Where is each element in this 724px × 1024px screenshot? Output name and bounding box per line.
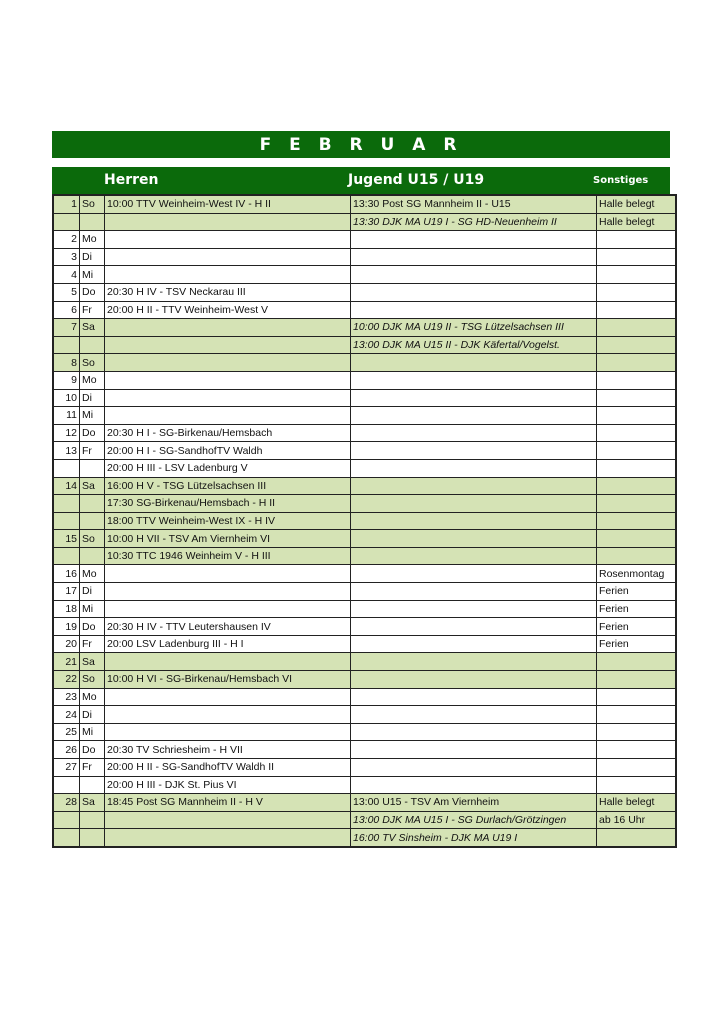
weekday-cell: Di bbox=[80, 248, 105, 266]
herren-cell: 20:30 H I - SG-Birkenau/Hemsbach bbox=[105, 424, 351, 442]
table-row bbox=[53, 706, 676, 724]
day-number-cell bbox=[53, 811, 80, 829]
sonstiges-cell: Ferien bbox=[597, 600, 677, 618]
table-row bbox=[53, 442, 676, 460]
table-row bbox=[53, 512, 676, 530]
sonstiges-cell bbox=[597, 407, 677, 425]
herren-cell bbox=[105, 688, 351, 706]
herren-cell: 10:00 H VI - SG-Birkenau/Hemsbach VI bbox=[105, 671, 351, 689]
weekday-cell: Sa bbox=[80, 653, 105, 671]
day-number-cell: 12 bbox=[53, 424, 80, 442]
jugend-cell bbox=[351, 371, 597, 389]
table-row bbox=[53, 248, 676, 266]
weekday-cell: Mi bbox=[80, 407, 105, 425]
jugend-cell bbox=[351, 442, 597, 460]
day-number-cell: 11 bbox=[53, 407, 80, 425]
table-row bbox=[53, 459, 676, 477]
herren-cell bbox=[105, 213, 351, 231]
herren-cell bbox=[105, 319, 351, 337]
day-number-cell: 26 bbox=[53, 741, 80, 759]
jugend-cell bbox=[351, 495, 597, 513]
sonstiges-cell bbox=[597, 530, 677, 548]
sonstiges-cell: Halle belegt bbox=[597, 195, 677, 213]
jugend-cell bbox=[351, 512, 597, 530]
weekday-cell: Di bbox=[80, 389, 105, 407]
jugend-cell bbox=[351, 547, 597, 565]
herren-cell bbox=[105, 371, 351, 389]
jugend-cell bbox=[351, 583, 597, 601]
herren-cell bbox=[105, 336, 351, 354]
sonstiges-cell: Halle belegt bbox=[597, 213, 677, 231]
day-number-cell: 19 bbox=[53, 618, 80, 636]
sonstiges-cell: Rosenmontag bbox=[597, 565, 677, 583]
weekday-cell: Sa bbox=[80, 319, 105, 337]
weekday-cell bbox=[80, 512, 105, 530]
jugend-cell: 13:00 DJK MA U15 I - SG Durlach/Grötzingen bbox=[351, 811, 597, 829]
herren-cell: 17:30 SG-Birkenau/Hemsbach - H II bbox=[105, 495, 351, 513]
weekday-cell: Fr bbox=[80, 442, 105, 460]
sonstiges-cell: Ferien bbox=[597, 583, 677, 601]
sonstiges-cell bbox=[597, 547, 677, 565]
day-number-cell: 10 bbox=[53, 389, 80, 407]
weekday-cell: Mo bbox=[80, 231, 105, 249]
table-row bbox=[53, 759, 676, 777]
jugend-cell bbox=[351, 266, 597, 284]
schedule-table bbox=[52, 194, 677, 848]
jugend-cell bbox=[351, 301, 597, 319]
table-row bbox=[53, 776, 676, 794]
day-number-cell: 3 bbox=[53, 248, 80, 266]
day-number-cell: 27 bbox=[53, 759, 80, 777]
herren-cell bbox=[105, 583, 351, 601]
weekday-cell bbox=[80, 547, 105, 565]
jugend-cell bbox=[351, 354, 597, 372]
sonstiges-cell bbox=[597, 671, 677, 689]
table-row bbox=[53, 336, 676, 354]
table-row bbox=[53, 477, 676, 495]
jugend-cell bbox=[351, 706, 597, 724]
weekday-cell: Mi bbox=[80, 266, 105, 284]
jugend-cell: 13:00 DJK MA U15 II - DJK Käfertal/Vogelst. bbox=[351, 336, 597, 354]
day-number-cell bbox=[53, 776, 80, 794]
weekday-cell: So bbox=[80, 671, 105, 689]
jugend-cell bbox=[351, 283, 597, 301]
herren-cell: 10:00 TTV Weinheim-West IV - H II bbox=[105, 195, 351, 213]
day-number-cell: 1 bbox=[53, 195, 80, 213]
day-number-cell: 15 bbox=[53, 530, 80, 548]
jugend-cell: 13:00 U15 - TSV Am Viernheim bbox=[351, 794, 597, 812]
jugend-cell bbox=[351, 530, 597, 548]
herren-cell bbox=[105, 653, 351, 671]
sonstiges-cell bbox=[597, 776, 677, 794]
table-row bbox=[53, 530, 676, 548]
header-jugend: Jugend U15 / U19 bbox=[348, 172, 485, 188]
day-number-cell: 9 bbox=[53, 371, 80, 389]
sonstiges-cell bbox=[597, 459, 677, 477]
jugend-cell bbox=[351, 565, 597, 583]
sonstiges-cell bbox=[597, 723, 677, 741]
herren-cell: 20:00 H II - TTV Weinheim-West V bbox=[105, 301, 351, 319]
table-row bbox=[53, 583, 676, 601]
weekday-cell: Fr bbox=[80, 635, 105, 653]
herren-cell: 20:00 H III - DJK St. Pius VI bbox=[105, 776, 351, 794]
table-row bbox=[53, 811, 676, 829]
jugend-cell bbox=[351, 407, 597, 425]
sonstiges-cell bbox=[597, 354, 677, 372]
jugend-cell bbox=[351, 248, 597, 266]
jugend-cell: 13:30 DJK MA U19 I - SG HD-Neuenheim II bbox=[351, 213, 597, 231]
table-row bbox=[53, 231, 676, 249]
table-row bbox=[53, 741, 676, 759]
day-number-cell: 18 bbox=[53, 600, 80, 618]
weekday-cell: Di bbox=[80, 706, 105, 724]
jugend-cell bbox=[351, 459, 597, 477]
sonstiges-cell bbox=[597, 371, 677, 389]
weekday-cell: Mo bbox=[80, 565, 105, 583]
day-number-cell: 16 bbox=[53, 565, 80, 583]
weekday-cell: Mo bbox=[80, 371, 105, 389]
table-row bbox=[53, 829, 676, 847]
sonstiges-cell bbox=[597, 512, 677, 530]
herren-cell bbox=[105, 811, 351, 829]
weekday-cell bbox=[80, 213, 105, 231]
sonstiges-cell: Ferien bbox=[597, 635, 677, 653]
sonstiges-cell bbox=[597, 266, 677, 284]
table-row bbox=[53, 618, 676, 636]
sonstiges-cell bbox=[597, 442, 677, 460]
table-row bbox=[53, 671, 676, 689]
table-row bbox=[53, 319, 676, 337]
herren-cell: 18:45 Post SG Mannheim II - H V bbox=[105, 794, 351, 812]
table-row bbox=[53, 371, 676, 389]
day-number-cell: 5 bbox=[53, 283, 80, 301]
sonstiges-cell: ab 16 Uhr bbox=[597, 811, 677, 829]
sonstiges-cell bbox=[597, 424, 677, 442]
weekday-cell: So bbox=[80, 354, 105, 372]
table-row bbox=[53, 213, 676, 231]
table-row bbox=[53, 688, 676, 706]
day-number-cell: 23 bbox=[53, 688, 80, 706]
herren-cell bbox=[105, 600, 351, 618]
table-row bbox=[53, 653, 676, 671]
day-number-cell: 6 bbox=[53, 301, 80, 319]
herren-cell bbox=[105, 407, 351, 425]
weekday-cell: Sa bbox=[80, 794, 105, 812]
jugend-cell bbox=[351, 389, 597, 407]
day-number-cell: 25 bbox=[53, 723, 80, 741]
sonstiges-cell bbox=[597, 495, 677, 513]
sonstiges-cell bbox=[597, 741, 677, 759]
weekday-cell bbox=[80, 459, 105, 477]
day-number-cell: 4 bbox=[53, 266, 80, 284]
weekday-cell: Fr bbox=[80, 301, 105, 319]
day-number-cell: 17 bbox=[53, 583, 80, 601]
weekday-cell: Do bbox=[80, 424, 105, 442]
sonstiges-cell bbox=[597, 248, 677, 266]
weekday-cell bbox=[80, 811, 105, 829]
weekday-cell bbox=[80, 495, 105, 513]
day-number-cell: 20 bbox=[53, 635, 80, 653]
herren-cell: 18:00 TTV Weinheim-West IX - H IV bbox=[105, 512, 351, 530]
day-number-cell: 7 bbox=[53, 319, 80, 337]
jugend-cell bbox=[351, 618, 597, 636]
herren-cell bbox=[105, 248, 351, 266]
weekday-cell bbox=[80, 336, 105, 354]
table-row bbox=[53, 723, 676, 741]
herren-cell: 20:00 H I - SG-SandhofTV Waldh bbox=[105, 442, 351, 460]
herren-cell bbox=[105, 354, 351, 372]
day-number-cell: 22 bbox=[53, 671, 80, 689]
jugend-cell bbox=[351, 759, 597, 777]
table-row bbox=[53, 600, 676, 618]
weekday-cell: So bbox=[80, 530, 105, 548]
day-number-cell: 2 bbox=[53, 231, 80, 249]
weekday-cell: Mi bbox=[80, 600, 105, 618]
weekday-cell bbox=[80, 829, 105, 847]
weekday-cell: Mo bbox=[80, 688, 105, 706]
weekday-cell bbox=[80, 776, 105, 794]
jugend-cell bbox=[351, 600, 597, 618]
jugend-cell bbox=[351, 776, 597, 794]
sonstiges-cell bbox=[597, 231, 677, 249]
jugend-cell: 10:00 DJK MA U19 II - TSG Lützelsachsen III bbox=[351, 319, 597, 337]
table-row bbox=[53, 424, 676, 442]
jugend-cell bbox=[351, 231, 597, 249]
sonstiges-cell: Ferien bbox=[597, 618, 677, 636]
sonstiges-cell bbox=[597, 319, 677, 337]
weekday-cell: So bbox=[80, 195, 105, 213]
sonstiges-cell bbox=[597, 389, 677, 407]
month-title: F E B R U A R bbox=[52, 131, 670, 158]
sonstiges-cell bbox=[597, 477, 677, 495]
herren-cell bbox=[105, 723, 351, 741]
sonstiges-cell bbox=[597, 688, 677, 706]
jugend-cell bbox=[351, 477, 597, 495]
herren-cell bbox=[105, 266, 351, 284]
day-number-cell bbox=[53, 336, 80, 354]
herren-cell: 20:00 LSV Ladenburg III - H I bbox=[105, 635, 351, 653]
weekday-cell: Do bbox=[80, 618, 105, 636]
sonstiges-cell bbox=[597, 759, 677, 777]
herren-cell bbox=[105, 231, 351, 249]
herren-cell: 20:30 H IV - TTV Leutershausen IV bbox=[105, 618, 351, 636]
jugend-cell: 13:30 Post SG Mannheim II - U15 bbox=[351, 195, 597, 213]
herren-cell: 10:00 H VII - TSV Am Viernheim VI bbox=[105, 530, 351, 548]
day-number-cell bbox=[53, 547, 80, 565]
herren-cell: 20:30 TV Schriesheim - H VII bbox=[105, 741, 351, 759]
day-number-cell: 13 bbox=[53, 442, 80, 460]
jugend-cell bbox=[351, 653, 597, 671]
herren-cell bbox=[105, 829, 351, 847]
table-row bbox=[53, 635, 676, 653]
jugend-cell bbox=[351, 741, 597, 759]
day-number-cell: 28 bbox=[53, 794, 80, 812]
table-row bbox=[53, 389, 676, 407]
day-number-cell bbox=[53, 213, 80, 231]
table-row bbox=[53, 565, 676, 583]
sonstiges-cell bbox=[597, 829, 677, 847]
sonstiges-cell: Halle belegt bbox=[597, 794, 677, 812]
weekday-cell: Sa bbox=[80, 477, 105, 495]
jugend-cell bbox=[351, 635, 597, 653]
day-number-cell bbox=[53, 495, 80, 513]
day-number-cell: 8 bbox=[53, 354, 80, 372]
table-row bbox=[53, 794, 676, 812]
jugend-cell bbox=[351, 688, 597, 706]
column-header-row bbox=[52, 167, 670, 194]
table-row bbox=[53, 354, 676, 372]
sonstiges-cell bbox=[597, 283, 677, 301]
herren-cell: 20:30 H IV - TSV Neckarau III bbox=[105, 283, 351, 301]
jugend-cell bbox=[351, 424, 597, 442]
table-row bbox=[53, 195, 676, 213]
day-number-cell: 14 bbox=[53, 477, 80, 495]
table-row bbox=[53, 495, 676, 513]
herren-cell bbox=[105, 389, 351, 407]
table-row bbox=[53, 301, 676, 319]
table-row bbox=[53, 407, 676, 425]
jugend-cell bbox=[351, 671, 597, 689]
herren-cell: 20:00 H III - LSV Ladenburg V bbox=[105, 459, 351, 477]
jugend-cell bbox=[351, 723, 597, 741]
weekday-cell: Do bbox=[80, 283, 105, 301]
herren-cell: 20:00 H II - SG-SandhofTV Waldh II bbox=[105, 759, 351, 777]
weekday-cell: Fr bbox=[80, 759, 105, 777]
day-number-cell: 21 bbox=[53, 653, 80, 671]
day-number-cell bbox=[53, 829, 80, 847]
herren-cell: 10:30 TTC 1946 Weinheim V - H III bbox=[105, 547, 351, 565]
sonstiges-cell bbox=[597, 301, 677, 319]
weekday-cell: Do bbox=[80, 741, 105, 759]
herren-cell: 16:00 H V - TSG Lützelsachsen III bbox=[105, 477, 351, 495]
jugend-cell: 16:00 TV Sinsheim - DJK MA U19 I bbox=[351, 829, 597, 847]
header-herren: Herren bbox=[104, 172, 159, 188]
day-number-cell bbox=[53, 459, 80, 477]
sonstiges-cell bbox=[597, 706, 677, 724]
header-sonstiges: Sonstiges bbox=[593, 175, 649, 186]
table-row bbox=[53, 266, 676, 284]
sonstiges-cell bbox=[597, 653, 677, 671]
herren-cell bbox=[105, 706, 351, 724]
table-row bbox=[53, 547, 676, 565]
table-row bbox=[53, 283, 676, 301]
weekday-cell: Di bbox=[80, 583, 105, 601]
day-number-cell: 24 bbox=[53, 706, 80, 724]
weekday-cell: Mi bbox=[80, 723, 105, 741]
sonstiges-cell bbox=[597, 336, 677, 354]
herren-cell bbox=[105, 565, 351, 583]
day-number-cell bbox=[53, 512, 80, 530]
